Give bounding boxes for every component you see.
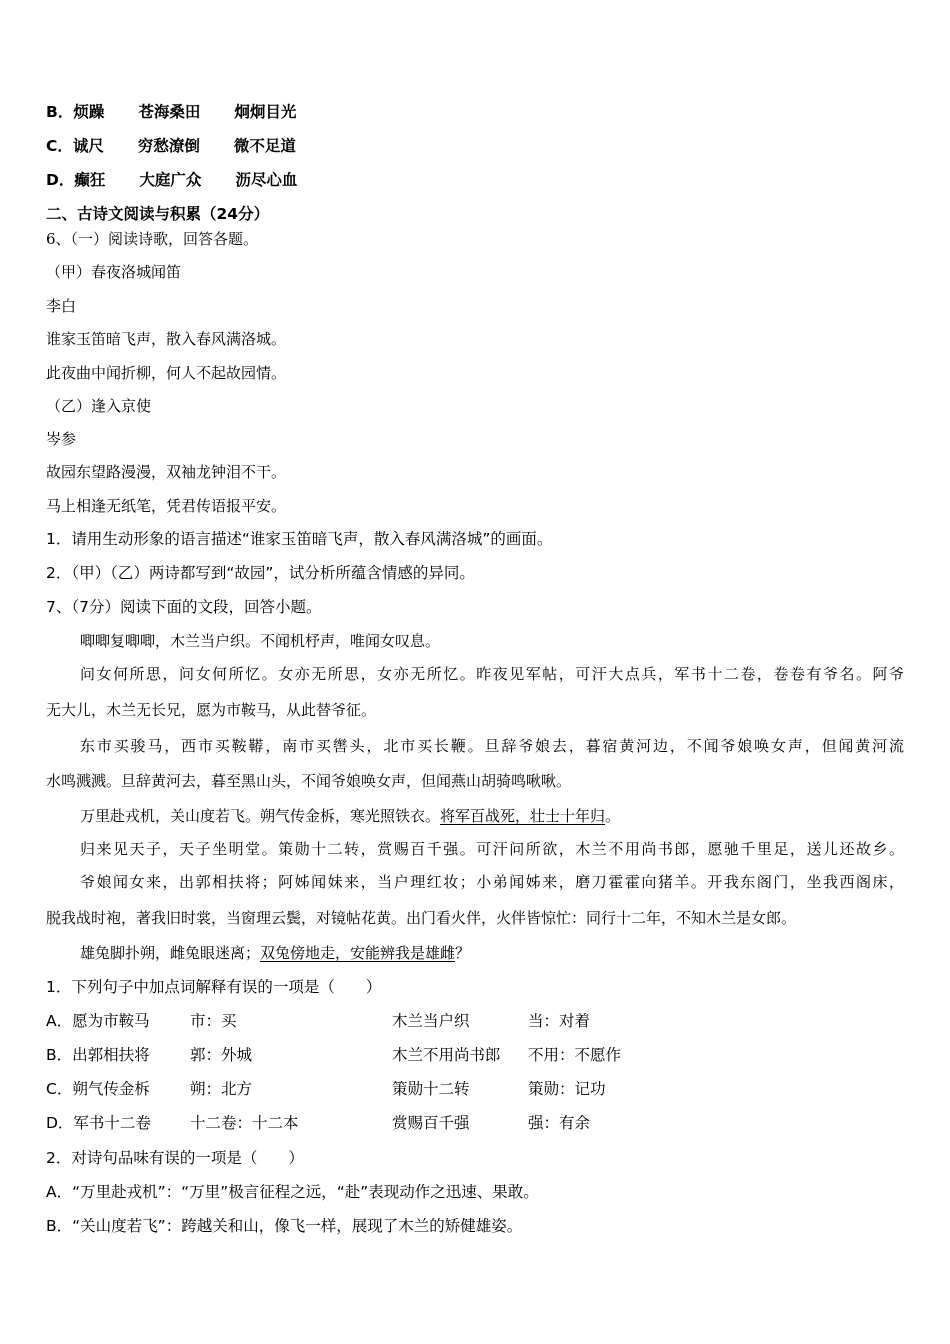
passage-paragraph: 归来见天子，天子坐明堂。策勋十二转，赏赐百千强。可汗问所欲，木兰不用尚书郎，愿驰千里足，送儿还故乡。: [80, 840, 904, 858]
q6-intro: 6、（一）阅读诗歌，回答各题。: [46, 230, 259, 248]
passage-paragraph: 东市买骏马，西市买鞍鞯，南市买辔头，北市买长鞭。旦辞爷娘去，暮宿黄河边，不闻爷娘唤女声，但闻黄河流: [80, 737, 904, 755]
exam-page: B．烦躁 苍海桑田 炯炯目光 C．诚尺 穷愁潦倒 微不足道 D．癫狂 大庭广众 沥尽心血 二、古诗文阅读与积累（24分） 6、（一）阅读诗歌，回答各题。 （甲）春夜洛城闻笛 李白 谁家玉笛暗飞声，散入春风满洛城。 此夜曲中闻折柳，何人不起故园情。 （乙）逢入京使 岑参 故园东望路漫漫，双袖龙钟泪不干。 马上相逢无纸笔，凭君传语报平安。 1．请用生动形象的语言描述“谁家玉笛暗飞声，散入春风满洛城”的画面。 2．（甲）（乙）两诗都写到“故园”，试分析所蕴含情感的异同。 7、（7分）阅读下面的文段，回答小题。 唧唧复唧唧，木兰当户织。不闻机杼声，唯闻女叹息。 问女何所思，问女何所忆。女亦无所思，女亦无所忆。昨夜见军帖，可汗大点兵，军书十二卷，卷卷有爷名。阿爷 无大儿，木兰无长兄，愿为市鞍马，从此替爷征。 东市买骏马，西市买鞍鞯，南市买辔头，北市买长鞭。旦辞爷娘去，暮宿黄河边，不闻爷娘唤女声，但闻黄河流 水鸣溅溅。旦辞黄河去，暮至黑山头，不闻爷娘唤女声，但闻燕山胡骑鸣啾啾。 万里赴戎机，关山度若飞。朔气传金柝，寒光照铁衣。将军百战死，壮士十年归。 归来见天子，天子坐明堂。策勋十二转，赏赐百千强。可汗问所欲，木兰不用尚书郎，愿驰千里足，送儿还故乡。 爷娘闻女来，出郭相扶将；阿姊闻妹来，当户理红妆；小弟闻姊来，磨刀霍霍向猪羊。开我东阁门，坐我西阁床， 脱我战时袍，著我旧时裳，当窗理云鬓，对镜帖花黄。出门看火伴，火伴皆惊忙：同行十二年，不知木兰是女郎。 雄兔脚扑朔，雌兔眼迷离；双兔傍地走，安能辨我是雄雌？ 1．下列句子中加点词解释有误的一项是（ ） A．愿为市鞍马 市：买 木兰当户织 当：对着 B．出郭相扶将 郭：外城 木兰不用尚书郎 不用：不愿作 C．朔气传金柝 朔：北方 策勋十二转 策勋：记功 D．军书十二卷 十二卷：十二本 赏赐百千强 强：有余 2．对诗句品味有误的一项是（ ） A．“万里赴戎机”：“万里”极言征程之远，“赴”表现动作之迅速、果敢。 B．“关山度若飞”：跨越关和山，像飞一样，展现了木兰的矫健雄姿。: [46, 103, 904, 1235]
q7-sub1: 1．下列句子中加点词解释有误的一项是（ ）: [46, 978, 382, 996]
passage-paragraph-cont: 无大儿，木兰无长兄，愿为市鞍马，从此替爷征。: [46, 701, 377, 719]
q6-sub1: 1．请用生动形象的语言描述“谁家玉笛暗飞声，散入春风满洛城”的画面。: [46, 530, 553, 548]
section-title: 二、古诗文阅读与积累（24分）: [46, 205, 270, 223]
poem1-line: 此夜曲中闻折柳，何人不起故园情。: [46, 364, 287, 382]
q7-sub2: 2．对诗句品味有误的一项是（ ）: [46, 1149, 304, 1167]
q6-sub2: 2．（甲）（乙）两诗都写到“故园”，试分析所蕴含情感的异同。: [46, 564, 475, 582]
passage-paragraph: 唧唧复唧唧，木兰当户织。不闻机杼声，唯闻女叹息。: [80, 632, 441, 650]
passage-paragraph: 问女何所思，问女何所忆。女亦无所思，女亦无所忆。昨夜见军帖，可汗大点兵，军书十二卷，卷卷有爷名。阿爷: [80, 665, 904, 683]
choice-b: B．烦躁 苍海桑田 炯炯目光: [46, 103, 297, 121]
poem2-author: 岑参: [46, 430, 77, 448]
passage-paragraph: 爷娘闻女来，出郭相扶将；阿姊闻妹来，当户理红妆；小弟闻姊来，磨刀霍霍向猪羊。开我东阁门，坐我西阁床，: [80, 873, 904, 891]
q7-sub2-option-a: A．“万里赴戎机”：“万里”极言征程之远，“赴”表现动作之迅速、果敢。: [46, 1183, 539, 1201]
underlined-sentence: 将军百战死，壮士十年归: [440, 807, 606, 825]
poem1-line: 谁家玉笛暗飞声，散入春风满洛城。: [46, 330, 287, 348]
poem2-title: （乙）逢入京使: [46, 397, 152, 415]
underlined-sentence: 双兔傍地走，安能辨我是雄雌: [260, 944, 456, 962]
passage-paragraph-cont: 脱我战时袍，著我旧时裳，当窗理云鬓，对镜帖花黄。出门看火伴，火伴皆惊忙：同行十二年，不知木兰是女郎。: [46, 909, 797, 927]
poem1-title: （甲）春夜洛城闻笛: [46, 263, 182, 281]
passage-paragraph: 万里赴戎机，关山度若飞。朔气传金柝，寒光照铁衣。将军百战死，壮士十年归。: [80, 807, 621, 825]
choice-c: C．诚尺 穷愁潦倒 微不足道: [46, 137, 296, 155]
passage-paragraph: 雄兔脚扑朔，雌兔眼迷离；双兔傍地走，安能辨我是雄雌？: [80, 944, 471, 962]
choice-d: D．癫狂 大庭广众 沥尽心血: [46, 171, 298, 189]
poem2-line: 故园东望路漫漫，双袖龙钟泪不干。: [46, 463, 287, 481]
q7-intro: 7、（7分）阅读下面的文段，回答小题。: [46, 598, 322, 616]
poem1-author: 李白: [46, 297, 77, 315]
poem2-line: 马上相逢无纸笔，凭君传语报平安。: [46, 497, 287, 515]
q7-sub2-option-b: B．“关山度若飞”：跨越关和山，像飞一样，展现了木兰的矫健雄姿。: [46, 1217, 523, 1235]
passage-paragraph-cont: 水鸣溅溅。旦辞黄河去，暮至黑山头，不闻爷娘唤女声，但闻燕山胡骑鸣啾啾。: [46, 772, 572, 790]
